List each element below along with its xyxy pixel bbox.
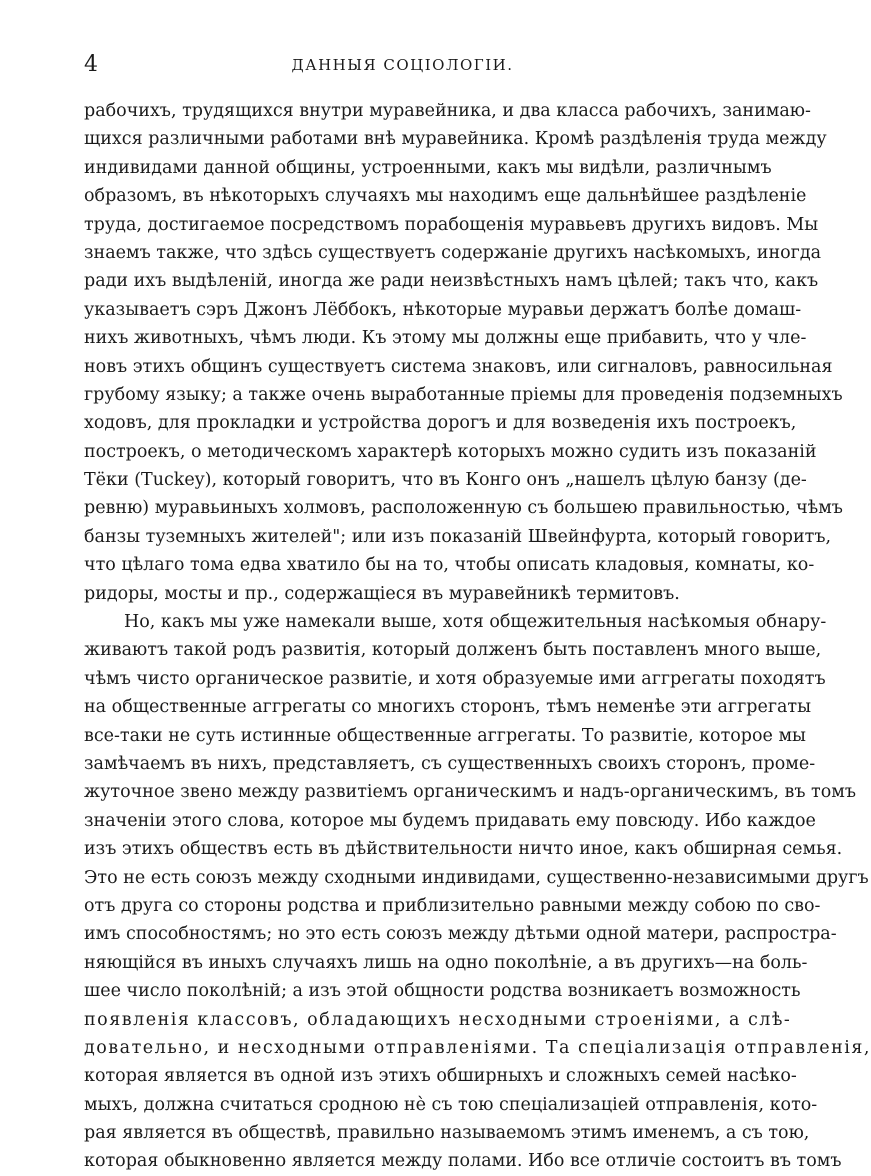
text-line: нихъ животныхъ, чѣмъ люди. Къ этому мы должны еще прибавить, что у чле-: [84, 328, 807, 349]
text-line: довательно, и несходными отправленіями. Та спеціализація отправленія,: [84, 1037, 871, 1058]
text-line: значеніи этого слова, которое мы будемъ придавать ему повсюду. Ибо каждое: [84, 810, 816, 831]
text-line: мыхъ, должна считаться сродною нѐ съ тою спеціализаціей отправленія, кото-: [84, 1094, 818, 1115]
text-line: что цѣлаго тома едва хватило бы на то, чтобы описать кладовыя, комнаты, ко-: [84, 555, 815, 576]
text-line: рабочихъ, трудящихся внутри муравейника, и два класса рабочихъ, занимаю-: [84, 101, 811, 121]
text-line: Это не есть союзъ между сходными индивидами, существенно-независимыми другъ: [84, 867, 869, 888]
text-line: банзы туземныхъ жителей"; или изъ показаній Швейнфурта, который говоритъ,: [84, 526, 832, 547]
text-line: появленія классовъ, обладающихъ несходными строеніями, а слѣ-: [84, 1009, 792, 1030]
text-line: изъ этихъ обществъ есть въ дѣйствительности ничто иное, какъ обширная семья.: [84, 839, 843, 860]
text-line: все-таки не суть истинные общественные аггрегаты. То развитіе, которое мы: [84, 725, 806, 746]
paragraph: [84, 608, 871, 1176]
text-line: ридоры, мосты и пр., содержащіеся въ муравейникѣ термитовъ.: [84, 583, 680, 604]
text-line: которая обыкновенно является между полами. Ибо все отличіе состоитъ въ томъ: [84, 1151, 842, 1172]
running-title: ДАННЫЯ СОЦІОЛОГІИ.: [291, 56, 514, 74]
text-line: Тёки (Tuckey), который говоритъ, что въ Конго онъ „нашелъ цѣлую банзу (де-: [84, 470, 807, 491]
text-line: шее число поколѣній; а изъ этой общности родства возникаетъ возможность: [84, 981, 801, 1002]
text-line: рая является въ обществѣ, правильно называемомъ этимъ именемъ, а съ тою,: [84, 1123, 810, 1144]
text-line: знаемъ также, что здѣсь существуетъ содержаніе другихъ насѣкомыхъ, иногда: [84, 242, 822, 263]
text-line: индивидами данной общины, устроенными, какъ мы видѣли, различнымъ: [84, 157, 772, 178]
text-line: живаютъ такой родъ развитія, который долженъ быть поставленъ много выше,: [84, 640, 822, 661]
text-line: построекъ, о методическомъ характерѣ которыхъ можно судить изъ показаній: [84, 441, 817, 462]
page-header: [84, 52, 721, 82]
text-line: ходовъ, для прокладки и устройства дорогъ и для возведенія ихъ построекъ,: [84, 413, 797, 434]
text-line: грубому языку; а также очень выработанные пріемы для проведенія подземныхъ: [84, 384, 843, 405]
text-line: имъ способностямъ; но это есть союзъ между дѣтьми одной матери, распростра-: [84, 924, 837, 945]
paragraph: [84, 97, 843, 608]
text-line: которая является въ одной изъ этихъ обширныхъ и сложныхъ семей насѣко-: [84, 1066, 797, 1087]
text-line: ревню) муравьиныхъ холмовъ, расположенную съ большею правильностью, чѣмъ: [84, 498, 843, 519]
text-line: Но, какъ мы уже намекали выше, хотя общежительныя насѣкомыя обнару-: [124, 612, 827, 633]
text-line: новъ этихъ общинъ существуетъ система знаковъ, или сигналовъ, равносильная: [84, 356, 833, 377]
page-number: 4: [84, 52, 98, 77]
text-line: чѣмъ чисто органическое развитіе, и хотя образуемые ими аггрегаты походятъ: [84, 668, 826, 689]
text-line: жуточное звено между развитіемъ органическимъ и надъ-органическимъ, въ томъ: [84, 782, 856, 803]
text-line: няющійся въ иныхъ случаяхъ лишь на одно поколѣніе, а въ другихъ—на боль-: [84, 952, 808, 973]
page-body: [84, 97, 871, 1176]
text-line: указываетъ сэръ Джонъ Лёббокъ, нѣкоторые муравьи держатъ болѣе домаш-: [84, 299, 802, 320]
text-line: ради ихъ выдѣленій, иногда же ради неизвѣстныхъ намъ цѣлей; такъ что, какъ: [84, 271, 819, 292]
text-line: труда, достигаемое посредствомъ порабощенія муравьевъ другихъ видовъ. Мы: [84, 214, 819, 235]
text-line: замѣчаемъ въ нихъ, представляетъ, съ существенныхъ своихъ сторонъ, проме-: [84, 753, 816, 774]
text-line: образомъ, въ нѣкоторыхъ случаяхъ мы находимъ еще дальнѣйшее раздѣленіе: [84, 186, 807, 207]
text-line: щихся различными работами внѣ муравейника. Кромѣ раздѣленія труда между: [84, 129, 827, 150]
text-line: отъ друга со стороны родства и приблизительно равными между собою по сво-: [84, 895, 821, 916]
text-line: на общественные аггрегаты со многихъ сторонъ, тѣмъ неменѣе эти аггрегаты: [84, 697, 812, 718]
